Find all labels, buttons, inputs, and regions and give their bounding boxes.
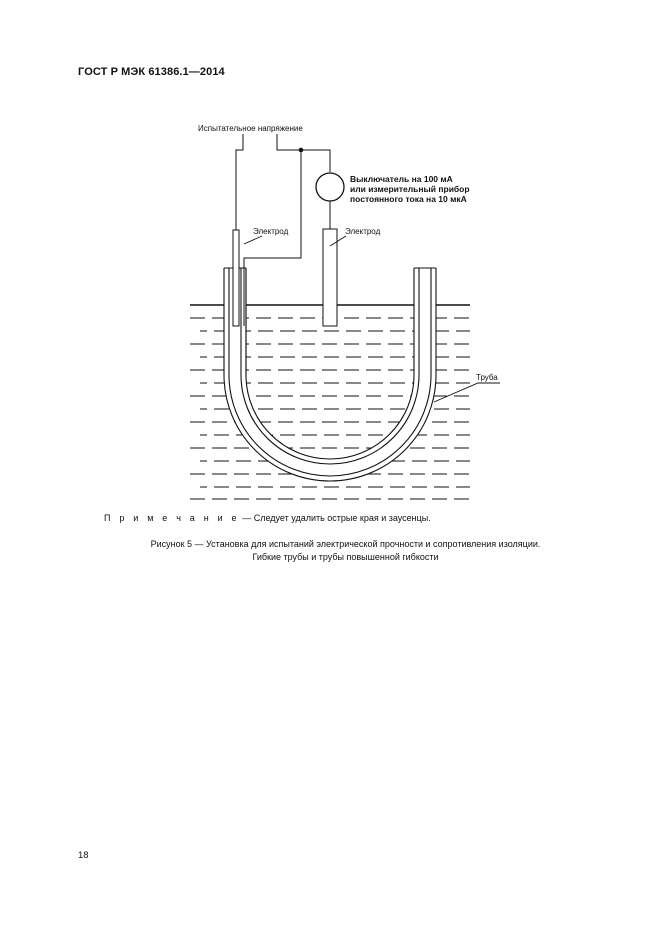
left-electrode (233, 230, 239, 326)
right-electrode (323, 229, 337, 326)
switch-label-line3: постоянного тока на 10 мкА (350, 194, 467, 204)
figure-note (104, 513, 431, 523)
switch-label-line1: Выключатель на 100 мА (350, 174, 453, 184)
switch-label-line2: или измерительный прибор (350, 184, 470, 194)
caption-line2: Гибкие трубы и трубы повышенной гибкости (252, 552, 439, 562)
meter-switch-symbol (316, 173, 344, 201)
junction-dot (299, 148, 304, 153)
right-electrode-label: Электрод (345, 227, 381, 236)
note-text: — Следует удалить острые края и заусенцы. (239, 513, 431, 523)
tube-label: Труба (476, 373, 498, 382)
test-voltage-label: Испытательное напряжение (198, 124, 303, 133)
caption-line1: Рисунок 5 — Установка для испытаний электрической прочности и сопротивления изоляции. (150, 539, 541, 549)
document-header: ГОСТ Р МЭК 61386.1—2014 (78, 66, 225, 78)
page-number: 18 (78, 850, 89, 861)
note-prefix: П р и м е ч а н и е (104, 513, 240, 523)
figure-caption (100, 538, 591, 564)
left-electrode-label: Электрод (253, 227, 289, 236)
